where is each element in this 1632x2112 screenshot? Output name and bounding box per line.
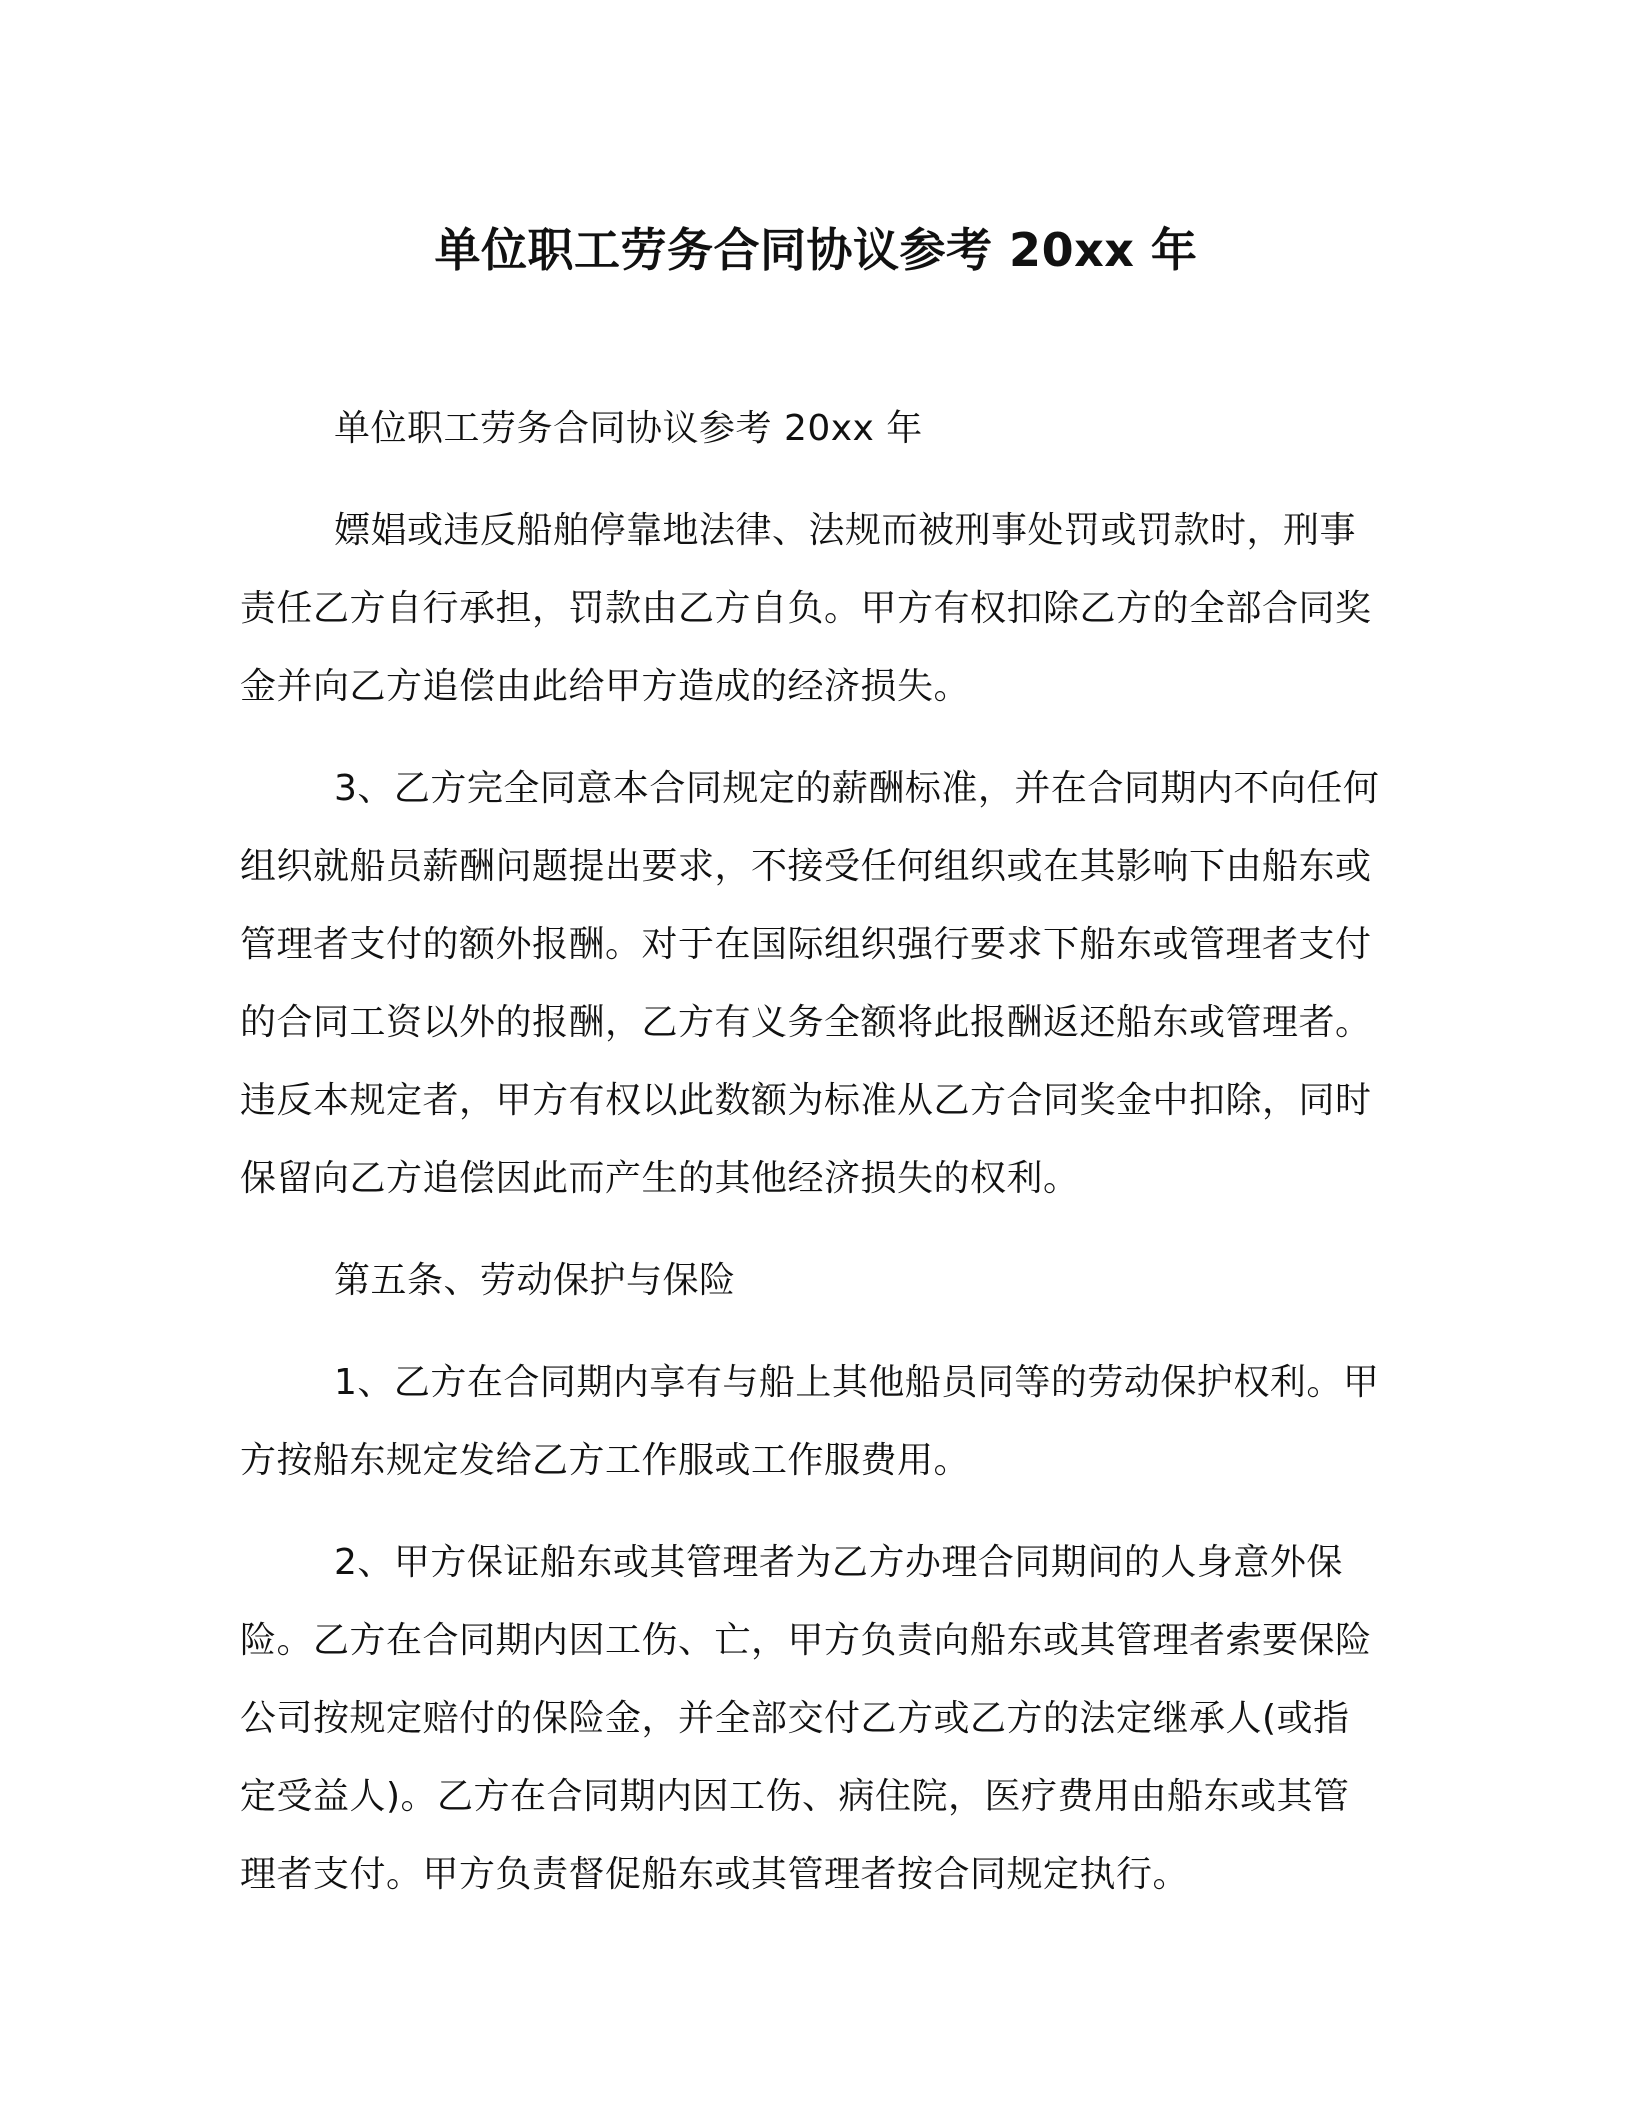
- document-title: 单位职工劳务合同协议参考 20xx 年: [434, 223, 1198, 277]
- paragraph-clause-1: 1、乙方在合同期内享有与船上其他船员同等的劳动保护权利。甲方按船东规定发给乙方工作服或工作服费用。: [240, 1362, 1380, 1481]
- section-heading-article-5: 第五条、劳动保护与保险: [334, 1260, 736, 1301]
- paragraph-clause-3: 3、乙方完全同意本合同规定的薪酬标准，并在合同期内不向任何组织就船员薪酬问题提出要求，不接受任何组织或在其影响下由船东或管理者支付的额外报酬。对于在国际组织强行要求下船东或管理者支付的合同工资以外的报酬，乙方有义务全额将此报酬返还船东或管理者。违反本规定者，甲方有权以此数额为标准从乙方合同奖金中扣除，同时保留向乙方追偿因此而产生的其他经济损失的权利。: [240, 768, 1380, 1199]
- document-body: [240, 390, 1380, 1938]
- paragraph-subtitle: 单位职工劳务合同协议参考 20xx 年: [334, 408, 923, 449]
- paragraph-clause-2: 2、甲方保证船东或其管理者为乙方办理合同期间的人身意外保险。乙方在合同期内因工伤、亡，甲方负责向船东或其管理者索要保险公司按规定赔付的保险金，并全部交付乙方或乙方的法定继承人(或指定受益人)。乙方在合同期内因工伤、病住院，医疗费用由船东或其管理者支付。甲方负责督促船东或其管理者按合同规定执行。: [240, 1542, 1372, 1895]
- paragraph-penalty: 嫖娼或违反船舶停靠地法律、法规而被刑事处罚或罚款时，刑事责任乙方自行承担，罚款由乙方自负。甲方有权扣除乙方的全部合同奖金并向乙方追偿由此给甲方造成的经济损失。: [240, 510, 1372, 707]
